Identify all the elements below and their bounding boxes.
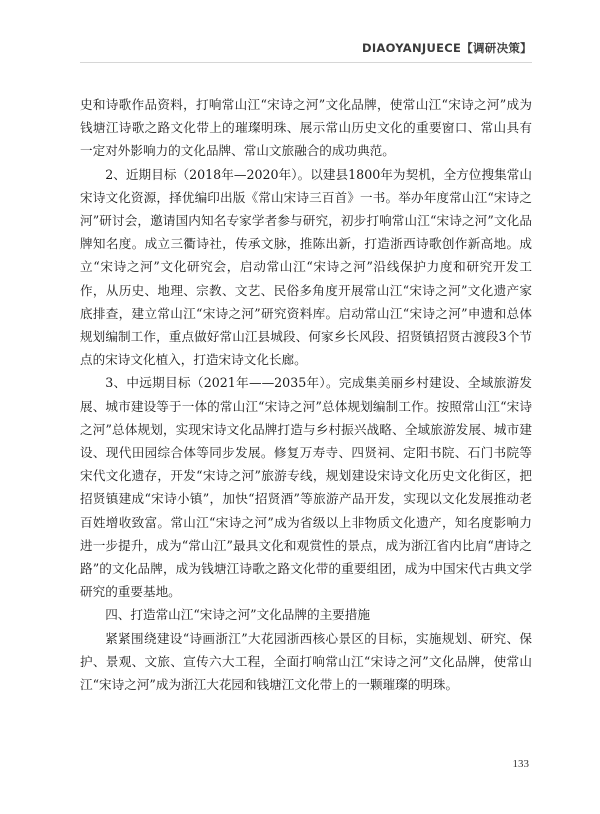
header-section-title: DIAOYANJUECE	[361, 41, 462, 55]
paragraph-continuation: 史和诗歌作品资料，打响常山江“宋诗之河”文化品牌，使常山江“宋诗之河”成为钱塘江诗歌之路文化带上的璀璨明珠、展示常山历史文化的重要窗口、常山具有一定对外影响力的文化品牌、常山文旅融合的成功典范。	[80, 97, 532, 159]
paragraph-near-term-goal: 2、近期目标（2018年—2020年）。以建县1800年为契机，全方位搜集常山宋诗文化资源，择优编印出版《常山宋诗三百首》一书。举办年度常山江“宋诗之河”研讨会，邀请国内知名专家学者参与研究，初步打响常山江“宋诗之河”文化品牌知名度。成立三衢诗社，传承文脉，推陈出新，打造浙西诗歌创作新高地。成立“宋诗之河”文化研究会，启动常山江“宋诗之河”沿线保护力度和研究开发工作，从历史、地理、宗教、文艺、民俗多角度开展常山江“宋诗之河”文化遗产家底排查，建立常山江“宋诗之河”研究资料库。启动常山江“宋诗之河”申遗和总体规划编制工作，重点做好常山江县城段、何家乡长风段、招贤镇招贤古渡段3个节点的宋诗文化植入，打造宋诗文化长廊。	[80, 166, 532, 368]
running-header	[362, 40, 532, 56]
header-column-name: 【调研决策】	[461, 41, 532, 55]
paragraph-long-term-goal: 3、中远期目标（2021年——2035年）。完成集美丽乡村建设、全域旅游发展、城市建设等于一体的常山江“宋诗之河”总体规划编制工作。按照常山江“宋诗之河”总体规划，实现宋诗文化品牌打造与乡村振兴战略、全域旅游发展、城市建设、现代田园综合体等同步发展。修复万寿寺、四贤祠、定阳书院、石门书院等宋代文化遗存，开发“宋诗之河”旅游专线，规划建设宋诗文化历史文化街区，把招贤镇建成“宋诗小镇”，加快“招贤酒”等旅游产品开发，实现以文化发展推动老百姓增收致富。常山江“宋诗之河”成为省级以上非物质文化遗产，知名度影响力进一步提升，成为“常山江”最具文化和观赏性的景点，成为浙江省内比肩“唐诗之路”的文化品牌，成为钱塘江诗歌之路文化带的重要组团，成为中国宋代古典文学研究的重要基地。	[80, 375, 532, 600]
paragraph-measures: 紧紧围绕建设“诗画浙江”大花园浙西核心景区的目标，实施规划、研究、保护、景观、文旅、宣传六大工程，全面打响常山江“宋诗之河”文化品牌，使常山江“宋诗之河”成为浙江大花园和钱塘江文化带上的一颗璀璨的明珠。	[80, 630, 532, 693]
article-body	[80, 93, 532, 696]
section-heading-measures: 四、打造常山江“宋诗之河”文化品牌的主要措施	[105, 607, 370, 623]
page-number: 133	[512, 758, 529, 770]
header-divider	[80, 62, 532, 63]
